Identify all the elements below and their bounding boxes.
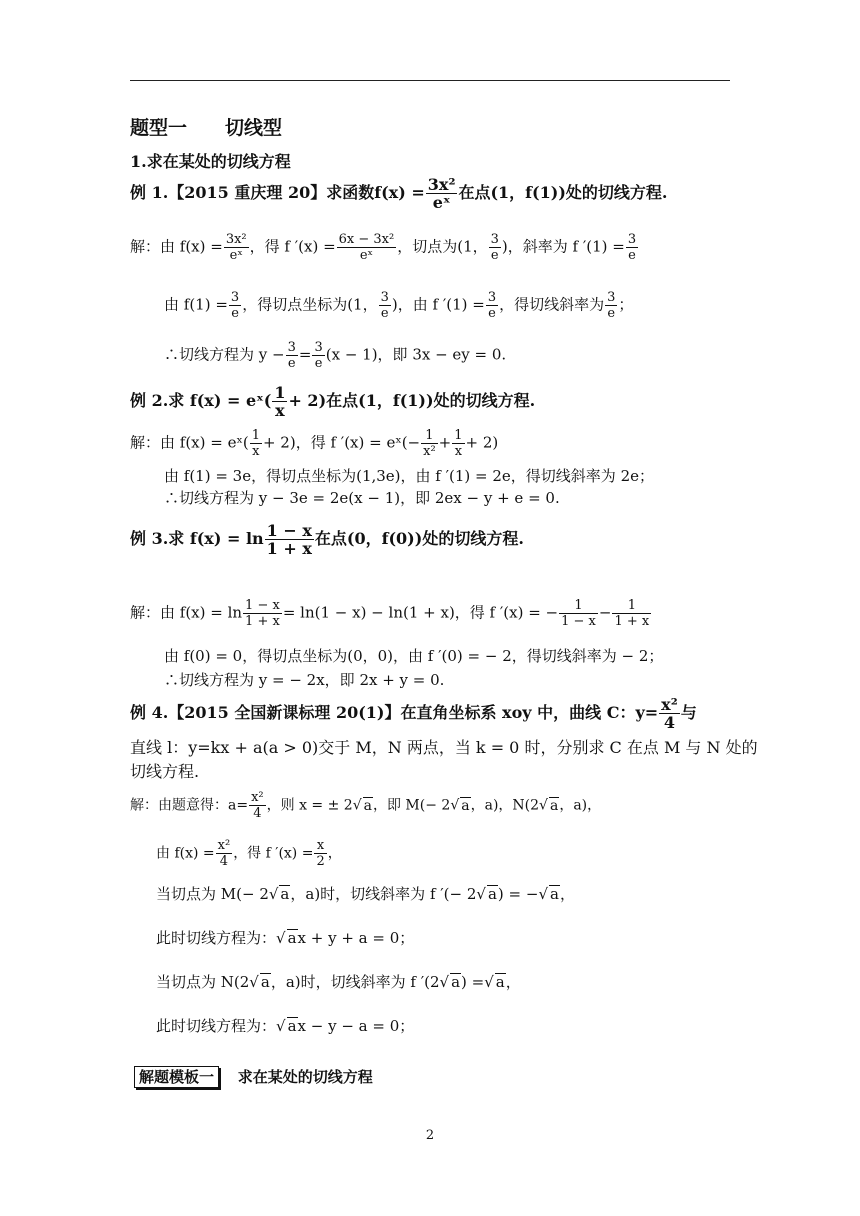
example-1-title: 例 1.【2015 重庆理 20】求函数f(x) = $\frac{\text{3x²}}{\text{eˣ}}$ 在点(1，f(1))处的切线方程. [130, 175, 668, 212]
example-3-solution-line-3: ∴切线方程为 y = − 2x，即 2x + y = 0. [164, 671, 445, 689]
example-4-solution-line-1: 解：由题意得：a= $\frac{\text{x²}}{4}$ ，则 x = ± 2√ a，即 M(− 2√ a，a)，N(2√ a，a)， [130, 790, 602, 821]
subsection-title: 1.求在某处的切线方程 [130, 152, 291, 171]
page-number: 2 [425, 1128, 435, 1143]
example-4-solution-line-3: 当切点为 M(− 2√ a，a)时，切线斜率为 f ′(− 2√ a) = −√ a， [156, 885, 575, 903]
section-title: 题型一 切线型 [130, 117, 283, 139]
example-4-solution-line-5: 当切点为 N(2√ a，a)时，切线斜率为 f ′(2√ a) =√ a， [156, 973, 521, 991]
example-3-title: 例 3.求 f(x) = ln $\frac{1 - x}{1 + x}$ 在点(0，f(0))处的切线方程. [130, 521, 524, 558]
example-4-title: 例 4.【2015 全国新课标理 20(1)】在直角坐标系 xoy 中，曲线 C：y= $\frac{\text{x²}}{4}$ 与 [130, 695, 697, 732]
example-2-solution-line-1: 解：由 f(x) = eˣ( $\frac{1}{x}$ + 2)，得 f ′(x) = eˣ(− $\frac{1}{\text{x²}}$ + $\frac{1}{x}$ + 2) [130, 428, 499, 459]
example-3-solution-line-1: 解：由 f(x) = ln $\frac{1 - x}{1 + x}$ = ln(1 − x) − ln(1 + x)，得 f ′(x) = − $\frac{1}{1 - x}$ − $\frac{1}{1 + x}$ [130, 598, 650, 629]
header-rule [130, 80, 730, 81]
template-tag: 解题模板一 [134, 1066, 219, 1088]
example-4-title-line-3: 切线方程. [130, 762, 200, 781]
example-1-solution-line-3: ∴切线方程为 y − $\frac{3}{e}$ = $\frac{3}{e}$ (x − 1)，即 3x − ey = 0. [164, 340, 507, 371]
example-4-solution-line-6: 此时切线方程为：√ ax − y − a = 0； [156, 1017, 415, 1035]
template-heading [134, 1066, 373, 1088]
template-title: 求在某处的切线方程 [237, 1068, 373, 1086]
example-4-solution-line-2: 由 f(x) = $\frac{\text{x²}}{4}$ ，得 f ′(x) = $\frac{x}{2}$ ， [156, 838, 342, 869]
example-4-title-line-2: 直线 l：y=kx + a(a > 0)交于 M，N 两点，当 k = 0 时，分别求 C 在点 M 与 N 处的 [130, 738, 758, 757]
example-2-solution-line-3: ∴切线方程为 y − 3e = 2e(x − 1)，即 2ex − y + e = 0. [164, 489, 560, 507]
example-1-solution-line-2: 由 f(1) = $\frac{3}{e}$ ，得切点坐标为(1， $\frac{3}{e}$ )，由 f ′(1) = $\frac{3}{e}$ ，得切线斜率为 $\frac{3}{e}$ ； [164, 290, 634, 321]
example-1-solution-line-1: 解：由 f(x) = $\frac{\text{3x²}}{\text{eˣ}}$ ，得 f ′(x) = $\frac{\text{6x − 3x²}}{\text{eˣ}}$ ，切点为(1， $\frac{3}{e}$ )，斜率为 f ′(1) = $\frac{3}{e}$ [130, 232, 637, 263]
example-3-solution-line-2: 由 f(0) = 0，得切点坐标为(0，0)，由 f ′(0) = − 2，得切线斜率为 − 2； [164, 647, 664, 665]
example-4-solution-line-4: 此时切线方程为：√ ax + y + a = 0； [156, 929, 415, 947]
example-2-solution-line-2: 由 f(1) = 3e，得切点坐标为(1,3e)，由 f ′(1) = 2e，得切线斜率为 2e； [164, 467, 654, 485]
example-2-title: 例 2.求 f(x) = eˣ( $\frac{1}{x}$ + 2)在点(1，f(1))处的切线方程. [130, 383, 536, 420]
